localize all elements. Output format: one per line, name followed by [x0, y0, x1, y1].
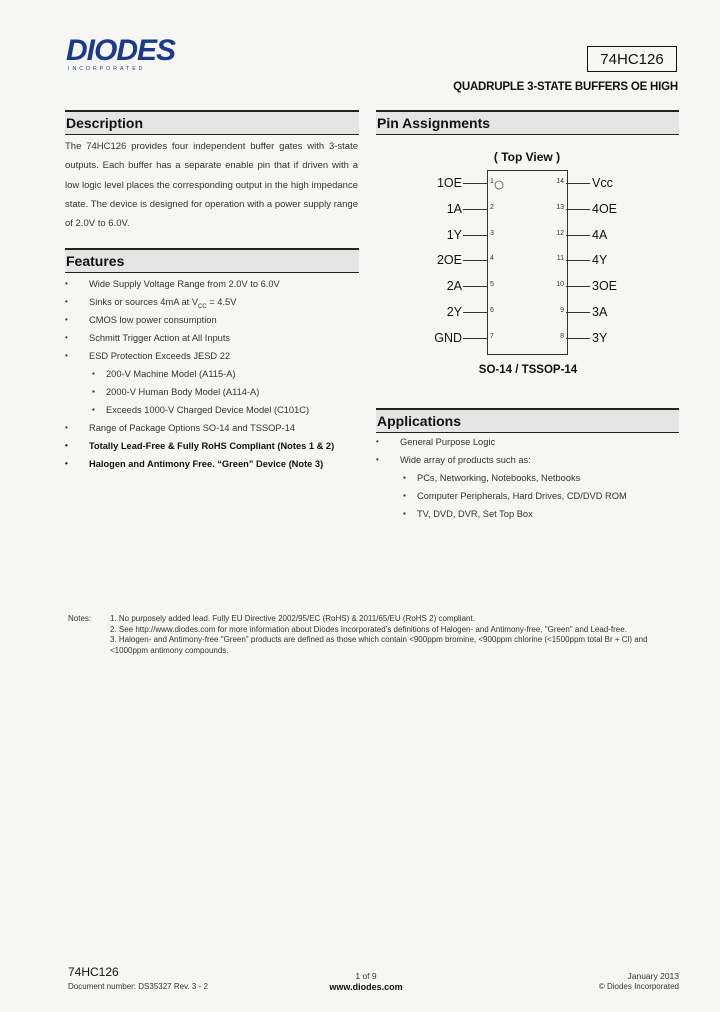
pin-lead: [463, 286, 487, 287]
pin-name-left: 1OE: [436, 176, 462, 190]
features-heading: Features: [65, 248, 359, 273]
footer-date: January 2013: [627, 971, 679, 981]
logo-subtext: INCORPORATED: [68, 66, 146, 72]
list-item: [376, 433, 678, 451]
list-item-text: 2000-V Human Body Model (A114-A): [106, 387, 260, 397]
pin-number-left: 4: [490, 255, 494, 263]
pin-number-left: 3: [490, 229, 494, 237]
document-subtitle: QUADRUPLE 3-STATE BUFFERS OE HIGH: [453, 81, 678, 93]
pin-lead: [463, 338, 487, 339]
list-item: [376, 469, 678, 487]
pin-number-right: 12: [556, 229, 564, 237]
bullet-icon: •: [65, 351, 68, 360]
pin-lead: [463, 183, 487, 184]
bullet-icon: •: [65, 441, 68, 450]
pin-lead: [566, 286, 590, 287]
pin-name-right: 4A: [592, 227, 608, 242]
pin-name-left: 1A: [446, 201, 462, 216]
list-item: [376, 505, 678, 523]
list-item-text: Schmitt Trigger Action at All Inputs: [89, 333, 231, 343]
pin-lead: [566, 338, 590, 339]
footer-copyright: © Diodes Incorporated: [598, 982, 679, 991]
bullet-icon: ▪: [403, 473, 406, 482]
bullet-icon: •: [65, 423, 68, 432]
list-item: [65, 293, 365, 311]
pin-lead: [566, 209, 590, 210]
top-view-label: ( Top View ): [493, 150, 561, 164]
description-heading: Description: [65, 110, 359, 135]
pin-lead: [463, 235, 487, 236]
footer-document-number: Document number: DS35327 Rev. 3 - 2: [68, 982, 208, 991]
bullet-icon: ▪: [92, 405, 95, 414]
pin-name-right: 4Y: [592, 253, 608, 268]
subscript-text: CC: [198, 303, 207, 310]
bullet-icon: ▪: [403, 491, 406, 500]
applications-list: [376, 433, 678, 523]
list-item-text: Wide array of products such as:: [400, 455, 531, 465]
list-item-text: TV, DVD, DVR, Set Top Box: [417, 509, 533, 519]
footer-page-number: 1 of 9: [355, 971, 377, 981]
pin-number-left: 6: [490, 307, 494, 314]
pin-name-right: Vcc: [592, 176, 613, 190]
pin-number-right: 13: [556, 203, 564, 211]
list-item-text: ESD Protection Exceeds JESD 22: [89, 351, 231, 361]
list-item: [376, 451, 678, 469]
list-item-text: Totally Lead-Free & Fully RoHS Compliant (Notes 1 & 2): [89, 441, 335, 451]
pin-name-left: 2A: [446, 279, 462, 294]
list-item: [65, 383, 365, 401]
pin-name-left: 2Y: [446, 305, 462, 319]
logo-wordmark: DIODES: [66, 34, 176, 67]
bullet-icon: •: [65, 297, 68, 306]
bullet-icon: ▪: [92, 369, 95, 378]
applications-heading: Applications: [376, 408, 679, 433]
package-label: SO-14 / TSSOP-14: [478, 364, 578, 376]
list-item: [65, 365, 365, 383]
pin-assignments-heading: Pin Assignments: [376, 110, 679, 135]
pin-lead: [566, 235, 590, 236]
pin-number-right: 8: [560, 332, 564, 340]
pin-number-left: 7: [490, 332, 494, 340]
pin-lead: [463, 209, 487, 210]
notes-label: Notes:: [68, 614, 92, 623]
part-number-box: 74HC126: [587, 46, 677, 72]
pin-lead: [566, 312, 590, 313]
note-item: 1. No purposely added lead. Fully EU Directive 2002/95/EC (RoHS) & 2011/65/EU (RoHS 2) compliant.: [110, 614, 475, 623]
pin-lead: [463, 312, 487, 313]
list-item: [376, 487, 678, 505]
pin-number-right: 9: [560, 307, 564, 314]
list-item-text: PCs, Networking, Notebooks, Netbooks: [417, 473, 581, 483]
pin-name-right: 3Y: [592, 330, 608, 345]
features-list: [65, 275, 365, 473]
pin-number-right: 11: [556, 255, 564, 263]
pin-name-left: 1Y: [446, 227, 462, 242]
list-item-text: Halogen and Antimony Free. “Green” Device (Note 3): [89, 459, 324, 469]
bullet-icon: ▪: [92, 387, 95, 396]
pin-number-left: 5: [490, 281, 494, 289]
pin-number-left: 2: [490, 203, 494, 211]
list-item-text: = 4.5V: [206, 297, 237, 307]
list-item: [65, 311, 365, 329]
list-item-text: Sinks or sources 4mA at V: [89, 297, 199, 307]
list-item-text: Exceeds 1000-V Charged Device Model (C101C): [106, 405, 310, 415]
footer-website-link[interactable]: www.diodes.com: [329, 982, 403, 992]
list-item: [65, 401, 365, 419]
pin-name-right: 3OE: [592, 279, 618, 294]
bullet-icon: •: [65, 315, 68, 324]
list-item: [65, 455, 365, 473]
list-item-text: Wide Supply Voltage Range from 2.0V to 6.0V: [89, 279, 280, 289]
bullet-icon: •: [65, 459, 68, 468]
note-item: 3. Halogen- and Antimony-free "Green" products are defined as those which contain <900ppm bromine, <900ppm chlorine (<1500ppm total Br + Cl) and <1000ppm antimony compounds.: [110, 635, 648, 655]
list-item: [65, 329, 365, 347]
list-item-text: Computer Peripherals, Hard Drives, CD/DVD ROM: [417, 491, 627, 501]
pin-number-right: 10: [556, 281, 564, 289]
footer-part-number: 74HC126: [68, 965, 119, 979]
note-item: 2. See http://www.diodes.com for more information about Diodes Incorporated’s definitions of Halogen- and Antimony-free, "Green" and Lead-free.: [110, 624, 627, 634]
pin-number-right: 14: [556, 178, 564, 185]
pin-name-left: GND: [434, 330, 462, 345]
bullet-icon: •: [65, 333, 68, 342]
diodes-logo: [66, 34, 194, 76]
pin-name-right: 3A: [592, 305, 608, 319]
list-item: [65, 275, 365, 293]
bullet-icon: •: [376, 437, 379, 446]
pin-lead: [566, 260, 590, 261]
bullet-icon: •: [376, 455, 379, 464]
bullet-icon: •: [65, 279, 68, 288]
list-item: [65, 347, 365, 365]
list-item-text: Range of Package Options SO-14 and TSSOP-14: [89, 423, 296, 433]
bullet-icon: ▪: [403, 509, 406, 518]
pin-name-left: 2OE: [436, 253, 462, 268]
description-text: The 74HC126 provides four independent buffer gates with 3-state outputs. Each buffer has a separate enable pin that if driven with a low logic level places the corresponding output in the high impedance state. The device is designed for operation with a power supply range of 2.0V to 6.0V.: [65, 141, 358, 230]
list-item-text: 200-V Machine Model (A115-A): [106, 369, 236, 379]
notes-list: [110, 614, 680, 656]
pin-number-left: 1: [490, 178, 494, 185]
list-item: [65, 437, 365, 455]
pin-lead: [463, 260, 487, 261]
pin-lead: [566, 183, 590, 184]
list-item: [65, 419, 365, 437]
list-item-text: CMOS low power consumption: [89, 315, 217, 325]
list-item-text: General Purpose Logic: [400, 437, 496, 447]
pin-name-right: 4OE: [592, 201, 618, 216]
